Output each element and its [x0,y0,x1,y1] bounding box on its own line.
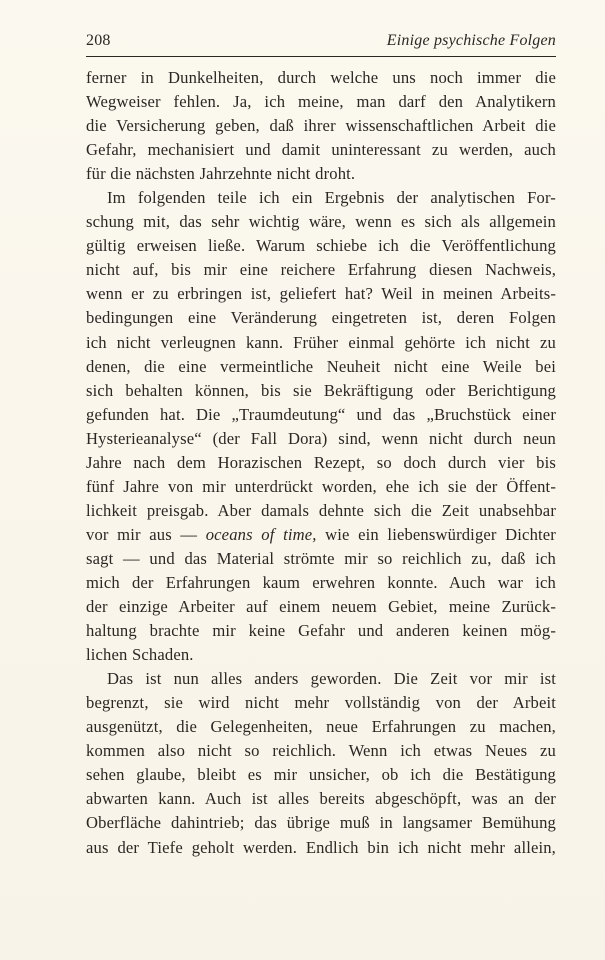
text-line: denen, die eine vermeintliche Neuheit nicht eine Weile bei [86,356,556,376]
text-line: Jahre nach dem Horazischen Rezept, so doch durch vier bis [86,452,556,472]
text-line: ausgenützt, die Gelegenheiten, neue Erfahrungen zu machen, [86,717,556,737]
text-line: ich nicht verleugnen kann. Früher einmal gehörte ich nicht zu [86,332,556,352]
text-line: lichen Schaden. [86,645,194,665]
text-line: die Versicherung geben, daß ihrer wissenschaftlichen Arbeit die [86,116,556,136]
page-number: 208 [86,32,111,49]
text-line: lichkeit preisgab. Aber damals dehnte sich die Zeit unabsehbar [86,500,556,520]
text-span: wie ein liebenswürdiger Dichter [316,524,556,544]
text-line: bedingungen eine Veränderung eingetreten ist, deren Folgen [86,308,556,328]
text-line: mich der Erfahrungen kaum erwehren konnte. Auch war ich [86,572,556,592]
text-line: für die nächsten Jahrzehnte nicht droht. [86,164,356,184]
text-line: sich behalten können, bis sie Bekräftigung oder Berichtigung [86,380,556,400]
text-line: Gefahr, mechanisiert und damit uninteressant zu werden, auch [86,140,556,160]
running-head: Einige psychische Folgen [386,32,556,49]
italic-phrase: oceans of time, [205,524,317,544]
text-line: schung mit, das sehr wichtig wäre, wenn es sich als allgemein [86,212,556,232]
text-line: gültig erweisen ließe. Warum schiebe ich die Veröffentlichung [86,236,556,256]
header-rule [86,56,556,57]
text-line: Im folgenden teile ich ein Ergebnis der analytischen For- [107,188,556,208]
text-line: begrenzt, sie wird nicht mehr vollständig von der Arbeit [86,693,556,713]
text-span: vor mir aus — [86,524,206,544]
page-header [86,30,556,52]
text-line: aus der Tiefe geholt werden. Endlich bin ich nicht mehr allein, [86,837,556,857]
text-line: Das ist nun alles anders geworden. Die Zeit vor mir ist [107,669,556,689]
text-line: ferner in Dunkelheiten, durch welche uns noch immer die [86,68,556,87]
text-line: Hysterieanalyse“ (der Fall Dora) sind, wenn nicht durch neun [86,428,556,448]
text-line: haltung brachte mir keine Gefahr und anderen keinen mög- [86,621,556,641]
text-line: sehen glaube, bleibt es mir unsicher, ob ich die Bestätigung [86,765,556,785]
text-line: wenn er zu erbringen ist, geliefert hat? Weil in meinen Arbeits- [86,284,556,304]
text-line: Oberfläche dahintrieb; das übrige muß in langsamer Bemühung [86,813,556,833]
text-line: Wegweiser fehlen. Ja, ich meine, man darf den Analytikern [86,92,556,112]
text-line: fünf Jahre von mir unterdrückt worden, ehe ich sie der Öffent- [86,476,556,496]
body-text [86,66,556,860]
text-line-mixed [86,523,556,547]
text-line: sagt — und das Material strömte mir so reichlich zu, daß ich [86,548,556,568]
text-line: der einzige Arbeiter auf einem neuem Gebiet, meine Zurück- [86,597,556,617]
text-line: gefunden hat. Die „Traumdeutung“ und das „Bruchstück einer [86,404,556,424]
text-line: nicht auf, bis mir eine reichere Erfahrung diesen Nachweis, [86,260,556,280]
text-line: kommen also nicht so reichlich. Wenn ich etwas Neues zu [86,741,556,761]
text-line: abwarten kann. Auch ist alles bereits abgeschöpft, was an der [86,789,556,809]
